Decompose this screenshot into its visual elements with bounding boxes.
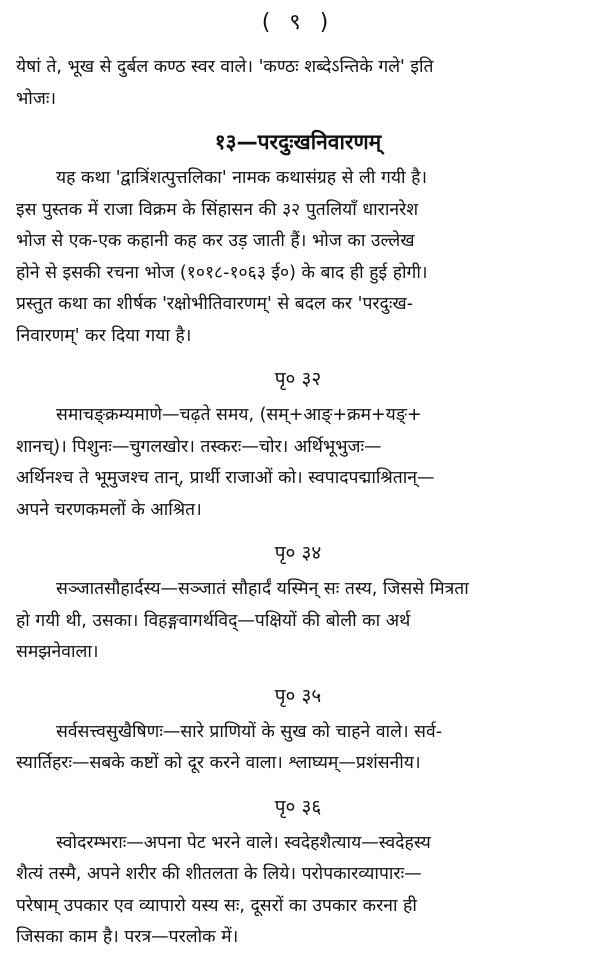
text-line: हो गयी थी, उसका। विहङ्गवागर्थविद्—पक्षियों की बोली का अर्थ [16, 610, 411, 631]
text-line: अर्थिनश्च ते भूमुजश्च तान्, प्रार्थी राजाओं को। स्वपादपद्माश्रितान्— [16, 468, 435, 488]
glossary-paragraph [16, 717, 580, 780]
page-reference-heading: पृ० ३२ [274, 368, 322, 390]
text-line: समाचङ्क्रम्यमाणे—चढ़ते समय, (सम्+आङ्+क्रम+यङ्+ [56, 405, 422, 425]
intro-paragraph [16, 52, 580, 115]
text-line: निवारणम्' कर दिया गया है। [16, 325, 192, 346]
page-reference-heading: पृ० ३४ [274, 542, 322, 564]
section-intro-paragraph [16, 163, 580, 352]
text-line: शैत्यं तस्मै, अपने शरीर की शीतलता के लिये। परोपकारव्यापारः— [16, 864, 422, 884]
glossary-paragraph [16, 574, 580, 669]
text-line: शानच्)। पिशुनः—चुगलखोर। तस्करः—चोर। अर्थिभूभुजः— [16, 436, 382, 457]
text-line: होने से इसकी रचना भोज (१०१८-१०६३ ई०) के बाद ही हुई होगी। [16, 262, 428, 283]
section-title: १३—परदुःखनिवारणम् [214, 130, 382, 154]
text-line: सञ्जातसौहार्दस्य—सञ्जातं सौहार्दं यस्मिन् सः तस्य, जिससे मित्रता [56, 579, 469, 599]
text-line: भोजः। [16, 88, 56, 109]
text-line: इस पुस्तक में राजा विक्रम के सिंहासन की ३२ पुतलियाँ धारानरेश [16, 199, 419, 220]
page-reference-heading: पृ० ३५ [274, 684, 322, 707]
text-line: प्रस्तुत कथा का शीर्षक 'रक्षोभीतिवारणम्' से बदल कर 'परदुःख- [16, 294, 414, 314]
text-line: अपने चरणकमलों के आश्रित। [16, 499, 202, 520]
text-line: येषां ते, भूख से दुर्बल कण्ठ स्वर वाले। 'कण्ठः शब्देऽन्तिके गले' इति [16, 57, 434, 77]
text-line: जिसका काम है। परत्र—परलोक में। [16, 927, 239, 947]
text-line: परेषाम् उपकार एव व्यापारो यस्य सः, दूसरों का उपकार करना ही [16, 895, 417, 916]
text-line: स्यार्तिहरः—सबके कष्टों को दूर करने वाला। श्लाघ्यम्—प्रशंसनीय। [16, 753, 421, 773]
text-line: यह कथा 'द्वात्रिंशत्पुत्तलिका' नामक कथासंग्रह से ली गयी है। [56, 168, 427, 188]
glossary-paragraph [16, 400, 580, 526]
text-line: भोज से एक-एक कहानी कह कर उड़ जाती हैं। भोज का उल्लेख [16, 231, 415, 251]
page-reference-heading: पृ० ३६ [274, 795, 322, 818]
glossary-paragraph [16, 828, 580, 954]
text-line: समझनेवाला। [16, 642, 99, 662]
text-line: स्वोदरम्भराः—अपना पेट भरने वाले। स्वदेहशैत्याय—स्वदेहस्य [56, 832, 431, 853]
text-line: सर्वसत्त्वसुखैषिणः—सारे प्राणियों के सुख को चाहने वाले। सर्व- [56, 721, 443, 742]
page-number: ( ९ ) [261, 10, 335, 35]
